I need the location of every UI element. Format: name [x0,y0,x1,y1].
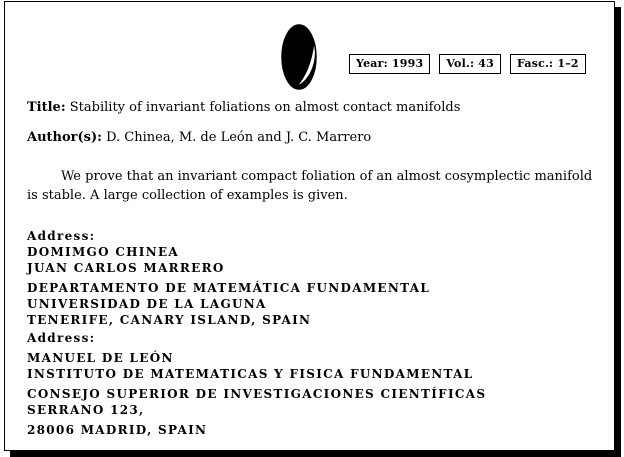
address-block-1 [27,228,430,328]
author-line [27,130,371,145]
address-name: INSTITUTO DE MATEMATICAS Y FISICA FUNDAMENTAL [27,367,474,381]
publication-meta [349,54,586,74]
address-name: MANUEL DE LEÓN [27,351,174,365]
address-line: TENERIFE, CANARY ISLAND, SPAIN [27,313,312,327]
paper-card [4,1,615,451]
address-name: JUAN CARLOS MARRERO [27,261,225,275]
journal-logo-icon [279,22,319,92]
paper-authors: D. Chinea, M. de León and J. C. Marrero [106,130,372,145]
fascicle-box: Fasc.: 1–2 [510,54,586,74]
address-line: SERRANO 123, [27,403,145,417]
address-block-2 [27,330,486,438]
year-box: Year: 1993 [349,54,430,74]
address-line: CONSEJO SUPERIOR DE INVESTIGACIONES CIENTÍFICAS [27,387,487,401]
author-label: Author(s): [27,130,102,145]
title-line [27,100,460,115]
paper-title: Stability of invariant foliations on almost contact manifolds [69,100,461,115]
title-label: Title: [27,100,66,115]
address-label: Address: [27,229,96,243]
address-line: 28006 MADRID, SPAIN [27,423,208,437]
address-line: UNIVERSIDAD DE LA LAGUNA [27,297,267,311]
address-line: DEPARTAMENTO DE MATEMÁTICA FUNDAMENTAL [27,281,431,295]
address-name: DOMIMGO CHINEA [27,245,180,259]
abstract: We prove that an invariant compact foliation of an almost cosymplectic manifold is stable. A large collection of examples is given. [27,169,593,203]
address-label: Address: [27,331,96,345]
volume-box: Vol.: 43 [439,54,501,74]
